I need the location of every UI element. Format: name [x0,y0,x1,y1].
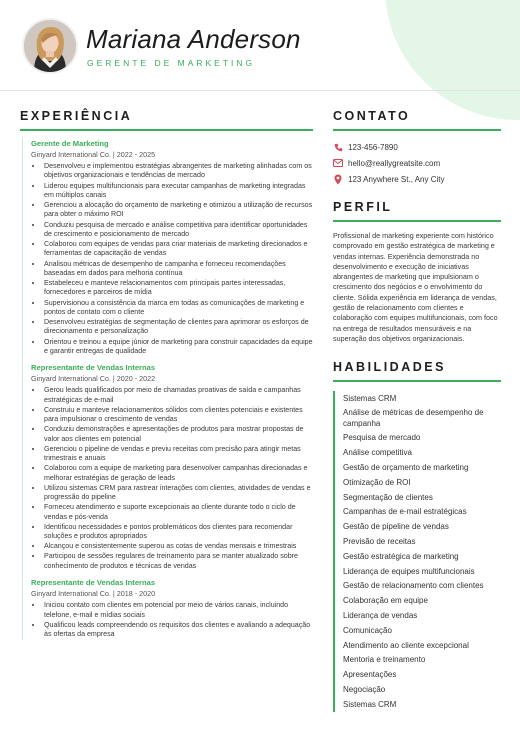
bullet-item: • Gerou leads qualificados por meio de chamadas proativas de saída e campanhas estratégicas de e-mail [43,386,313,405]
email-text[interactable]: hello@reallygreatsite.com [348,158,441,168]
experience-heading: EXPERIÊNCIA [20,109,133,123]
contact-address [333,171,501,187]
bullet-item: • Utilizou sistemas CRM para rastrear interações com clientes, atividades de vendas e progressão do pipeline [43,484,313,503]
bullet-item: • Liderou equipes multifuncionais para executar campanhas de marketing integradas em múltiplos canais [43,182,313,201]
skill-item: Gestão de relacionamento com clientes [343,581,484,591]
job-title: Representante de Vendas Internas [31,578,156,588]
bullet-item: • Construiu e manteve relacionamentos sólidos com clientes potenciais e existentes para impulsionar o crescimento de vendas [43,406,313,425]
contact-heading: CONTATO [333,109,411,123]
job-company: Ginyard International Co. [31,589,111,599]
bullet-item: • Estabeleceu e manteve relacionamentos com principais partes interessadas, fornecedores e parceiros de mídia [43,279,313,298]
bullet-item: • Supervisionou a consistência da marca em todas as comunicações de marketing e pontos de contato com o cliente [43,299,313,318]
profile-heading: PERFIL [333,200,393,214]
skill-item: Análise de métricas de desempenho de campanha [343,408,484,428]
bullet-item: • Desenvolveu e implementou estratégias abrangentes de marketing alinhadas com os objetivos organizacionais e tendências de mercado [43,162,313,181]
bullet-item: • Iniciou contato com clientes em potencial por meio de vários canais, incluindo telefone, e-mail e mídias sociais [43,601,313,620]
bullet-item: • Gerenciou a alocação do orçamento de marketing e otimizou a utilização de recursos para obter o máximo ROI [43,201,313,220]
bullet-item: • Alcançou e consistentemente superou as cotas de vendas mensais e trimestrais [43,542,313,551]
email-icon [333,158,343,168]
address-text: 123 Anywhere St., Any City [348,174,445,184]
bullet-item: • Colaborou com equipes de vendas para criar materiais de marketing direcionados e ferramentas de capacitação de vendas [43,240,313,259]
skill-item: Liderança de vendas [343,610,418,620]
left-column [20,109,313,646]
contact-phone [333,139,501,155]
right-column [333,109,501,712]
job-company: Ginyard International Co. [31,374,111,384]
skill-item: Pesquisa de mercado [343,433,421,443]
skill-item: Segmentação de clientes [343,492,433,502]
job-meta: Ginyard International Co. | 2020 - 2022 [31,374,156,384]
skill-item: Gestão estratégica de marketing [343,551,459,561]
job-period: 2020 - 2022 [116,374,156,384]
bullet-item: • Forneceu atendimento e suporte excepcionais ao cliente durante todo o ciclo de vendas e pós-venda [43,503,313,522]
job-bullets [31,386,313,571]
skill-item: Comunicação [343,625,392,635]
profile-text: Profissional de marketing experiente com histórico comprovado em gestão estratégica de marketing e vendas internas. Experiência demonstrada no desenvolvimento e execução de iniciativas abrangentes de marketing que impulsionam o crescimento dos negócios e o envolvimento do cliente. Sólida experiência em liderança de vendas, gestão de relacionamento com clientes e colaboração com equipes multifuncionais, com foco na entrega de resultados mensuráveis e na superação dos objetivos organizacionais. [333,231,498,343]
skill-item: Gestão de pipeline de vendas [343,522,449,532]
skill-item: Previsão de receitas [343,536,416,546]
skill-item: Mentoria e treinamento [343,655,426,665]
bullet-item: • Participou de sessões regulares de treinamento para se manter atualizado sobre conhecimento de produtos e técnicas de vendas [43,552,313,571]
bullet-item: • Desenvolveu estratégias de segmentação de clientes para aprimorar os esforços de direcionamento e personalização [43,318,313,337]
contact-list [333,139,501,187]
skill-item: Campanhas de e-mail estratégicas [343,507,467,517]
skill-item: Sistemas CRM [343,699,397,709]
contact-email [333,155,501,171]
skill-item: Otimização de ROI [343,477,411,487]
experience-list [20,138,313,640]
skill-item: Atendimento ao cliente excepcional [343,640,469,650]
contact-divider [333,129,501,131]
bullet-item: • Identificou necessidades e pontos problemáticos dos clientes para recomendar soluções e produtos apropriados [43,523,313,542]
experience-divider [20,129,313,131]
profile-divider [333,220,501,222]
skill-item: Colaboração em equipe [343,596,428,606]
avatar [22,18,78,74]
skill-item: Liderança de equipes multifuncionais [343,566,475,576]
skills-heading: HABILIDADES [333,360,446,375]
skill-item: Sistemas CRM [343,393,397,403]
job-meta: Ginyard International Co. | 2018 - 2020 [31,589,156,599]
phone-text: 123-456-7890 [348,142,398,152]
job-period: 2022 - 2025 [116,150,156,159]
job-entry [31,362,313,571]
bullet-item: • Orientou e treinou a equipe júnior de marketing para construir capacidades da equipe e garantir entregas de qualidade [43,338,313,357]
skill-item: Análise competitiva [343,448,412,458]
job-title: Gerente de Marketing [31,139,109,148]
phone-icon [333,142,343,152]
bullet-item: • Gerenciou o pipeline de vendas e previu receitas com precisão para atingir metas trimestrais e anuais [43,445,313,464]
bullet-item: • Conduziu demonstrações e apresentações de produtos para mostrar propostas de valor aos clientes em potencial [43,425,313,444]
job-bullets [31,601,313,639]
skills-divider [333,380,501,382]
job-role: GERENTE DE MARKETING [87,58,256,68]
job-entry [31,577,313,639]
job-meta: Ginyard International Co. | 2022 - 2025 [31,150,156,159]
bullet-item: • Colaborou com a equipe de marketing para desenvolver campanhas direcionadas e melhorar estratégias de geração de leads [43,464,313,483]
job-period: 2018 - 2020 [116,589,156,599]
location-pin-icon [333,174,343,184]
person-name: Mariana Anderson [86,24,301,54]
job-company: Ginyard International Co. [31,150,111,159]
header-divider [0,90,520,91]
skill-item: Negociação [343,684,386,694]
skill-item: Gestão de orçamento de marketing [343,462,469,472]
job-title: Representante de Vendas Internas [31,363,156,373]
decorative-circle [385,0,520,120]
skills-list [333,391,501,712]
job-entry [31,138,313,356]
bullet-item: • Qualificou leads compreendendo os requisitos dos clientes e avaliando a adequação às ofertas da empresa [43,621,313,640]
bullet-item: • Conduziu pesquisa de mercado e análise competitiva para identificar oportunidades de crescimento e posicionamento de mercado [43,221,313,240]
skill-item: Apresentações [343,670,397,680]
portrait-image [24,20,76,72]
job-bullets [31,162,313,356]
bullet-item: • Analisou métricas de desempenho de campanha e forneceu recomendações baseadas em dados para melhoria contínua [43,260,313,279]
